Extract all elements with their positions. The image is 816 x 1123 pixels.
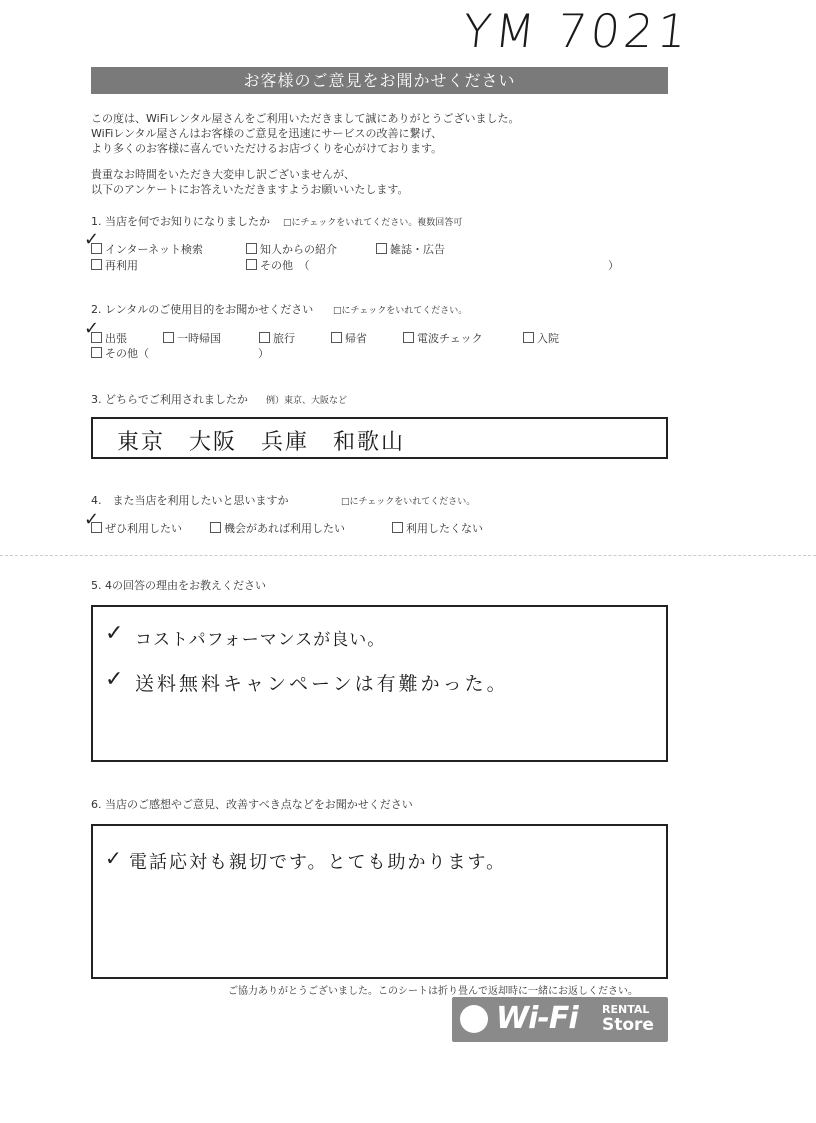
checkbox[interactable] [392, 522, 403, 533]
q5-answer-line-2: 送料無料キャンペーンは有難かった。 [135, 673, 509, 695]
checkbox[interactable] [91, 522, 102, 533]
option-label: 雑誌・広告 [390, 243, 445, 256]
check-mark-icon: ✓ [105, 667, 124, 692]
logo-mascot-icon [460, 1005, 488, 1033]
check-mark-icon: ✓ [105, 621, 124, 646]
q2-option-temp-return[interactable] [163, 330, 221, 346]
q4-option-definitely[interactable] [91, 520, 182, 536]
option-label: 入院 [537, 332, 559, 345]
check-mark-icon: ✓ [84, 509, 100, 530]
check-mark-icon: ✓ [84, 229, 100, 250]
logo-rental-text: RENTAL [602, 1003, 650, 1016]
checkbox[interactable] [163, 332, 174, 343]
option-label: ぜひ利用したい [105, 522, 182, 535]
checkbox[interactable] [91, 332, 102, 343]
q2-other-close-paren: ） [258, 347, 269, 360]
intro-line-3: より多くのお客様に喜んでいただけるお店づくりを心がけております。 [91, 142, 443, 155]
option-label: 帰省 [345, 332, 367, 345]
q3-answer-text: 東京 大阪 兵庫 和歌山 [117, 430, 406, 455]
checkbox[interactable] [376, 243, 387, 254]
checkbox[interactable] [210, 522, 221, 533]
q1-other-close-paren: ） [608, 259, 619, 272]
q1-option-internet[interactable] [91, 241, 203, 257]
intro-line-1: この度は、WiFiレンタル屋さんをご利用いただきまして誠にありがとうございました。 [91, 112, 520, 125]
checkbox[interactable] [331, 332, 342, 343]
q1-option-other[interactable] [246, 257, 310, 273]
option-label: その他（ [105, 347, 149, 360]
q2-label: 2. レンタルのご使用目的をお聞かせください [91, 303, 314, 316]
option-label: 出張 [105, 332, 127, 345]
q5-answer-line-1: コストパフォーマンスが良い。 [135, 630, 386, 650]
option-label: 電波チェック [417, 332, 483, 345]
q2-option-signal-check[interactable] [403, 330, 483, 346]
q6-label: 6. 当店のご感想やご意見、改善すべき点などをお聞かせください [91, 798, 413, 811]
option-label: インターネット検索 [105, 243, 204, 256]
checkbox[interactable] [246, 243, 257, 254]
option-label: 利用したくない [406, 522, 483, 535]
option-label: 再利用 [105, 259, 138, 272]
option-label: 知人からの紹介 [260, 243, 337, 256]
check-mark-icon: ✓ [105, 846, 122, 870]
option-label: 旅行 [273, 332, 295, 345]
q4-option-if-chance[interactable] [210, 520, 345, 536]
checkbox[interactable] [91, 259, 102, 270]
q4-note: □にチェックをいれてください。 [341, 497, 476, 507]
q1-label: 1. 当店を何でお知りになりましたか [91, 215, 270, 228]
q3-label: 3. どちらでご利用されましたか [91, 393, 248, 406]
q3-note: 例）東京、大阪など [266, 396, 348, 406]
q6-answer-line-1: 電話応対も親切です。とても助かります。 [129, 852, 507, 873]
q6-answer-field[interactable] [91, 824, 668, 979]
q3-answer-field[interactable] [91, 417, 668, 459]
q2-option-travel[interactable] [259, 330, 295, 346]
q2-option-business[interactable] [91, 330, 127, 346]
logo-wordmark: Wi-Fi [496, 1001, 578, 1036]
q1-option-friend[interactable] [246, 241, 337, 257]
q4-label: 4. また当店を利用したいと思いますか [91, 494, 289, 507]
q1-option-magazine[interactable] [376, 241, 445, 257]
fold-line [0, 555, 816, 556]
intro-line-2: WiFiレンタル屋さんはお客様のご意見を迅速にサービスの改善に繋げ、 [91, 127, 443, 140]
intro-line-5: 以下のアンケートにお答えいただきますようお願いいたします。 [91, 183, 409, 196]
option-label: その他 （ [260, 259, 310, 272]
page-title: お客様のご意見をお聞かせください [91, 67, 668, 94]
document-id: YM 7021 [460, 4, 694, 58]
footer-note: ご協力ありがとうございました。このシートは折り畳んで返却時に一緒にお返しください。 [228, 986, 638, 997]
check-mark-icon: ✓ [84, 318, 100, 339]
option-label: 一時帰国 [177, 332, 221, 345]
q2-option-homecoming[interactable] [331, 330, 367, 346]
checkbox[interactable] [523, 332, 534, 343]
q2-option-hospital[interactable] [523, 330, 559, 346]
option-label: 機会があれば利用したい [224, 522, 345, 535]
brand-logo [452, 997, 668, 1042]
checkbox[interactable] [246, 259, 257, 270]
q2-option-other[interactable] [91, 345, 149, 361]
q1-note: □にチェックをいれてください。複数回答可 [283, 218, 463, 228]
logo-store-text: Store [602, 1015, 654, 1035]
q2-note: □にチェックをいれてください。 [333, 306, 468, 316]
checkbox[interactable] [259, 332, 270, 343]
q5-answer-field[interactable] [91, 605, 668, 762]
q5-label: 5. 4の回答の理由をお教えください [91, 579, 266, 592]
checkbox[interactable] [403, 332, 414, 343]
intro-line-4: 貴重なお時間をいただき大変申し訳ございませんが、 [91, 168, 355, 181]
q1-option-reuse[interactable] [91, 257, 138, 273]
q4-option-no[interactable] [392, 520, 483, 536]
checkbox[interactable] [91, 347, 102, 358]
